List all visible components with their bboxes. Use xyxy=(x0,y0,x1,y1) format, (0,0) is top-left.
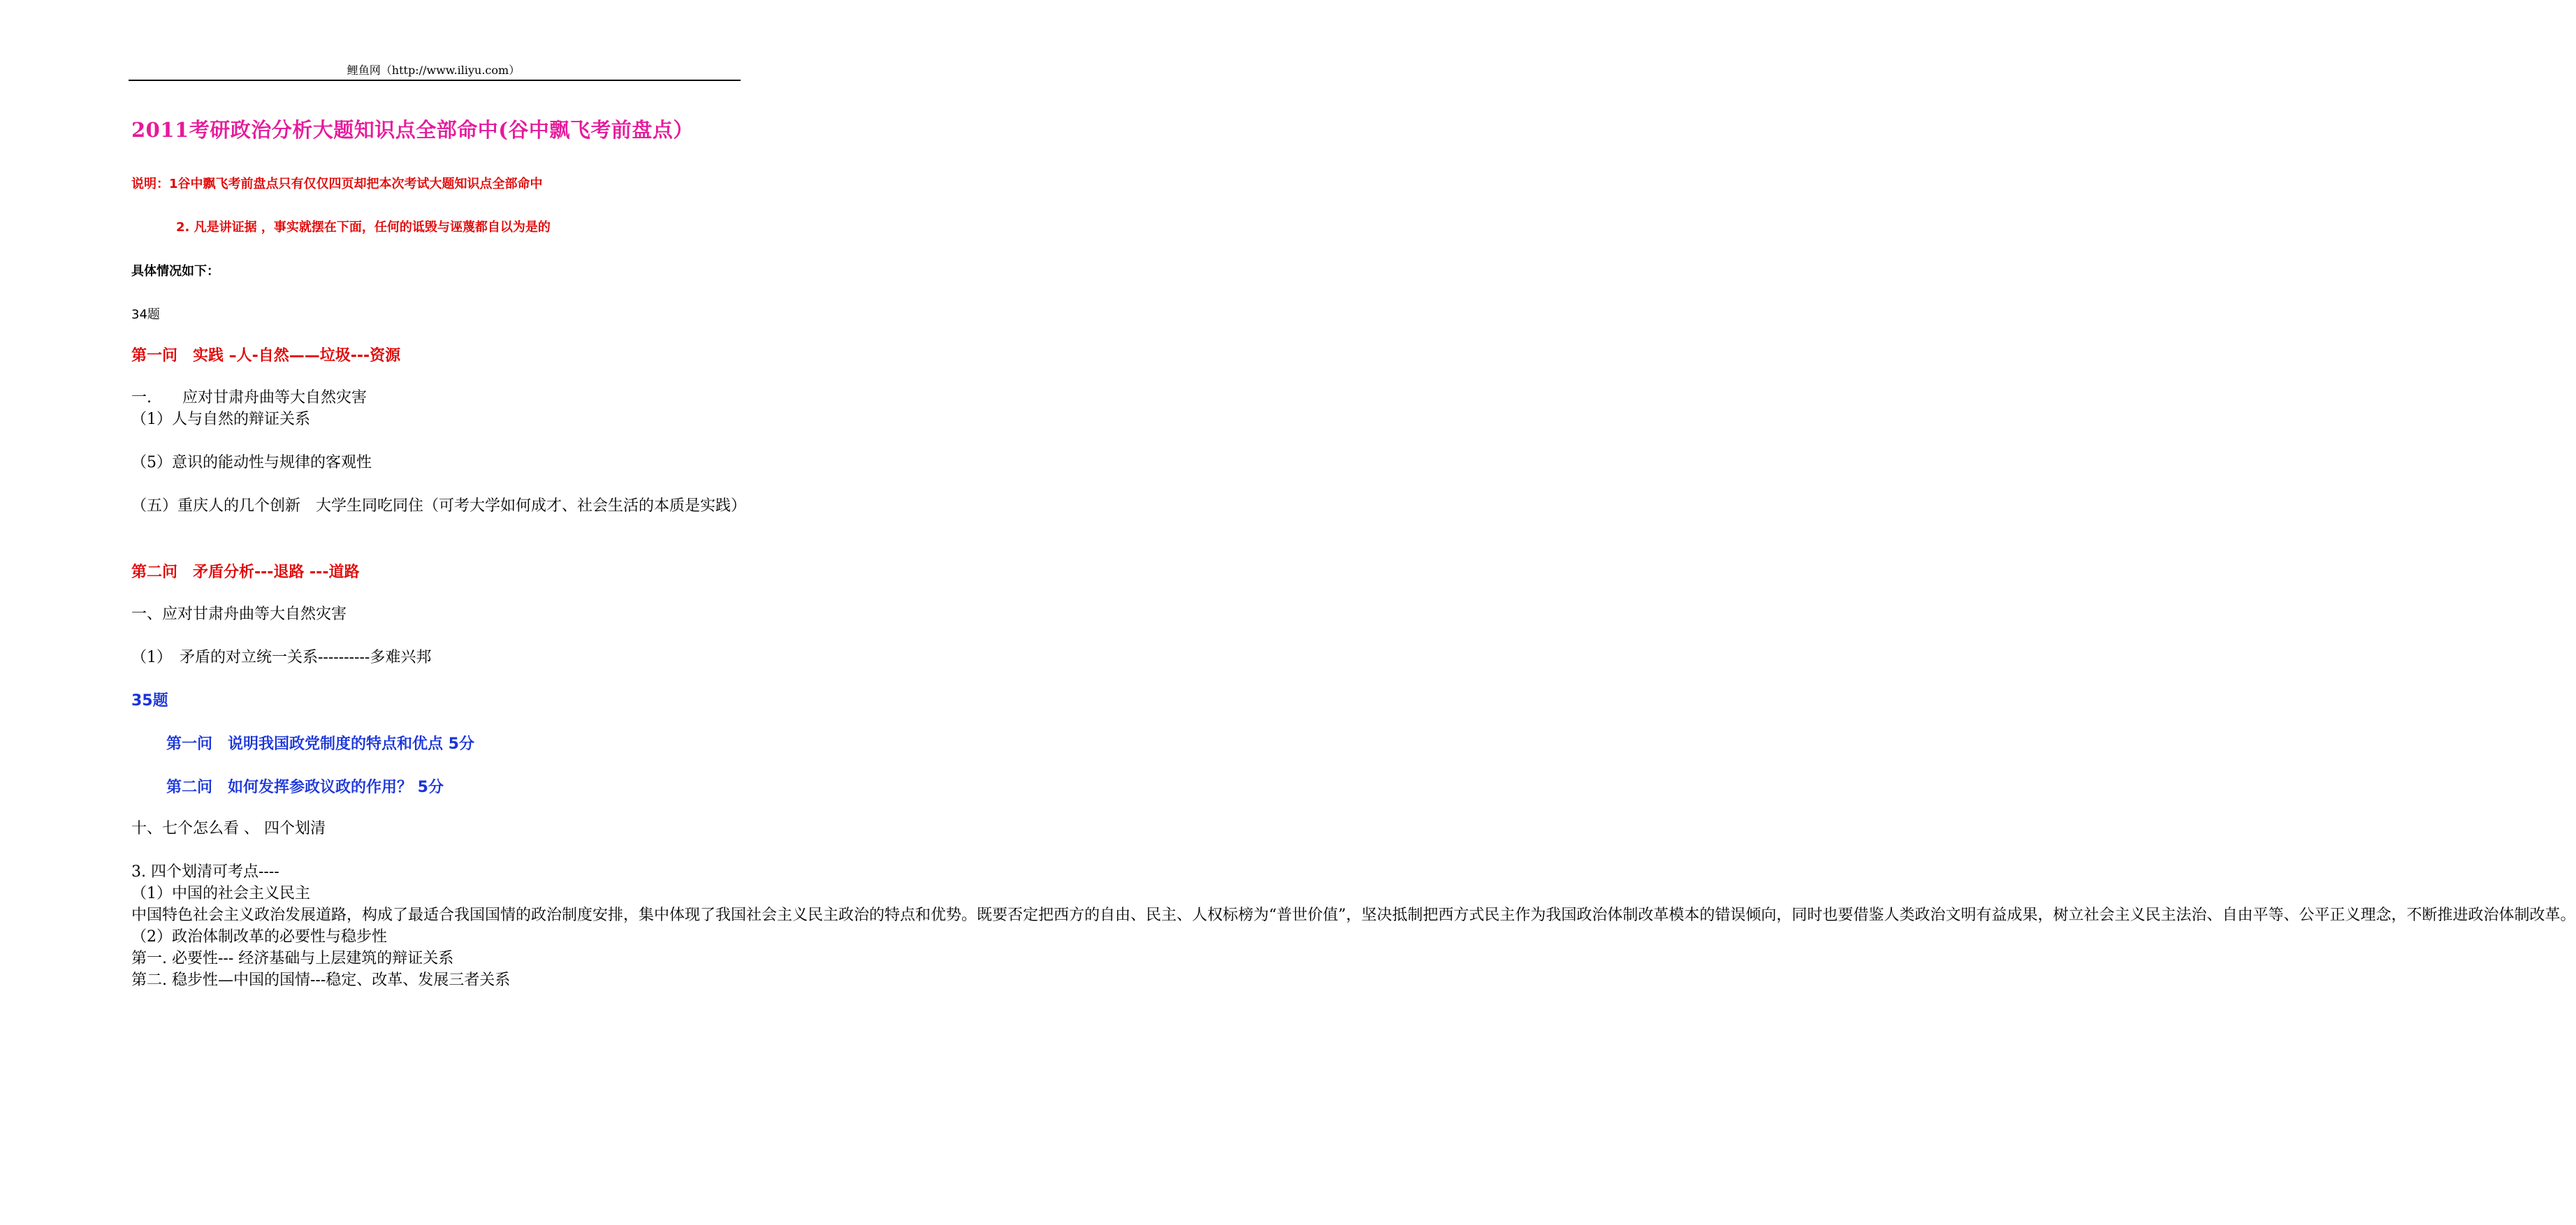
q34-first-question: 第一问 实践 –人-自然——垃圾---资源 xyxy=(131,347,401,365)
note-line-1: 说明：1谷中飘飞考前盘点只有仅仅四页却把本次考试大题知识点全部命中 xyxy=(131,177,543,191)
section-body xyxy=(131,861,2576,991)
document-title: 2011考研政治分析大题知识点全部命中(谷中飘飞考前盘点） xyxy=(131,118,694,142)
page-header: 鲤鱼网（http://www.iliyu.com） xyxy=(347,64,521,77)
section-line-b: 第二. 稳步性—中国的国情---稳定、改革、发展三者关系 xyxy=(131,971,511,989)
q34-line-1: 一. 应对甘肃舟曲等大自然灾害 xyxy=(131,389,367,406)
section-heading: 十、七个怎么看 、 四个划清 xyxy=(131,820,326,837)
q34-line-6: （1） 矛盾的对立统一关系----------多难兴邦 xyxy=(131,649,432,666)
q34-second-question: 第二问 矛盾分析---退路 ---道路 xyxy=(131,564,360,581)
q34-line-2: （1）人与自然的辩证关系 xyxy=(131,411,310,428)
header-divider xyxy=(129,80,741,81)
section-point: 3. 四个划清可考点---- xyxy=(131,863,279,881)
section-sub-2: （2）政治体制改革的必要性与稳步性 xyxy=(131,928,387,946)
note-line-2: 2. 凡是讲证据 ，事实就摆在下面，任何的诋毁与诬蔑都自以为是的 xyxy=(176,220,551,235)
q34-line-5: 一、应对甘肃舟曲等大自然灾害 xyxy=(131,606,347,623)
intro-text: 具体情况如下： xyxy=(131,264,219,279)
q34-line-3: （5）意识的能动性与规律的客观性 xyxy=(131,454,372,471)
q35-first-question: 第一问 说明我国政党制度的特点和优点 5分 xyxy=(166,735,474,753)
section-sub-1: （1）中国的社会主义民主 xyxy=(131,885,310,902)
question-35-label: 35题 xyxy=(131,692,168,710)
section-paragraph: 中国特色社会主义政治发展道路，构成了最适合我国国情的政治制度安排，集中体现了我国社会主义民主政治的特点和优势。既要否定把西方的自由、民主、人权标榜为“普世价值”，坚决抵制把西方式民主作为我国政治体制改革模本的错误倾向，同时也要借鉴人类政治文明有益成果，树立社会主义民主法治、自由平等、公平正义理念，不断推进政治体制改革。 xyxy=(131,907,2576,924)
q35-second-question: 第二问 如何发挥参政议政的作用？ 5分 xyxy=(166,779,444,796)
section-line-a: 第一. 必要性--- 经济基础与上层建筑的辩证关系 xyxy=(131,950,454,967)
q34-line-4: （五）重庆人的几个创新 大学生同吃同住（可考大学如何成才、社会生活的本质是实践） xyxy=(131,497,747,515)
question-34-label: 34题 xyxy=(131,307,160,322)
